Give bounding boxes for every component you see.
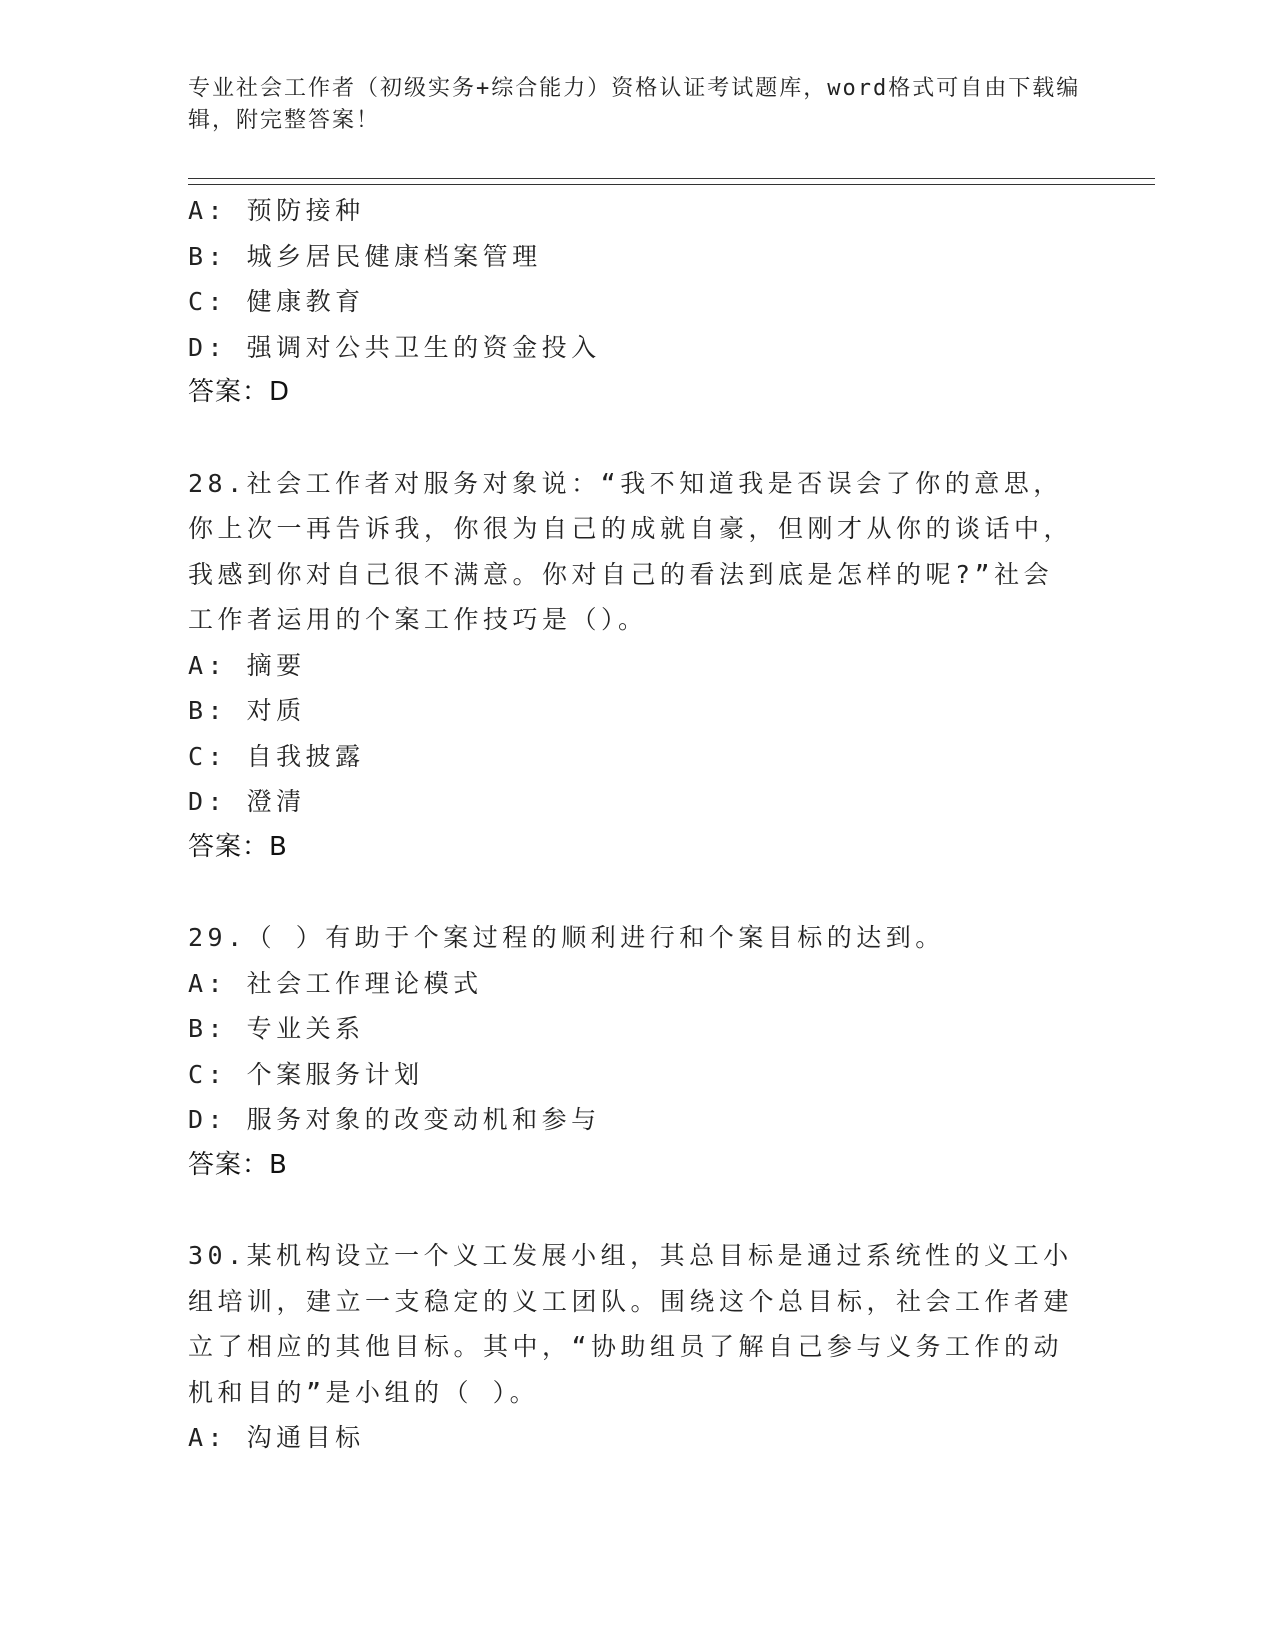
option-a: A: 沟通目标	[188, 1423, 365, 1452]
question-29	[188, 915, 1078, 1188]
option-d: D: 强调对公共卫生的资金投入	[188, 332, 601, 362]
option-d: D: 服务对象的改变动机和参与	[188, 1105, 601, 1134]
option-b: B: 对质	[188, 696, 306, 725]
option-a: A: 预防接种	[188, 196, 365, 225]
question-28	[188, 461, 1078, 871]
question-stem: 30.某机构设立一个义工发展小组，其总目标是通过系统性的义工小组培训，建立一支稳定的义工团队。围绕这个总目标，社会工作者建立了相应的其他目标。其中，“协助组员了解自己参与义务工作的动机和目的”是小组的（ ）。	[188, 1241, 1074, 1407]
header-divider	[188, 178, 1155, 185]
option-a: A: 摘要	[188, 650, 306, 680]
question-27	[188, 188, 1078, 416]
option-c: C: 自我披露	[188, 741, 365, 771]
spacer	[188, 416, 1078, 461]
answer-key: 答案：D	[188, 377, 291, 407]
question-list	[188, 188, 1078, 1461]
answer-key: 答案：B	[188, 831, 288, 862]
option-b: B: 专业关系	[188, 1014, 365, 1043]
option-a: A: 社会工作理论模式	[188, 968, 483, 998]
question-stem: 29.（ ）有助于个案过程的顺利进行和个案目标的达到。	[188, 923, 945, 952]
option-d: D: 澄清	[188, 787, 306, 816]
spacer	[188, 870, 1078, 915]
question-stem: 28.社会工作者对服务对象说：“我不知道我是否误会了你的意思，你上次一再告诉我，你很为自己的成就自豪，但刚才从你的谈话中，我感到你对自己很不满意。你对自己的看法到底是怎样的呢?”社会工作者运用的个案工作技巧是（）。	[188, 468, 1074, 634]
option-c: C: 个案服务计划	[188, 1059, 424, 1089]
page-header: 专业社会工作者（初级实务+综合能力）资格认证考试题库，word格式可自由下载编辑，附完整答案！	[188, 76, 1081, 133]
spacer	[188, 1188, 1078, 1233]
option-b: B: 城乡居民健康档案管理	[188, 241, 542, 271]
question-30	[188, 1233, 1078, 1461]
option-c: C: 健康教育	[188, 287, 365, 316]
answer-key: 答案：B	[188, 1149, 288, 1180]
